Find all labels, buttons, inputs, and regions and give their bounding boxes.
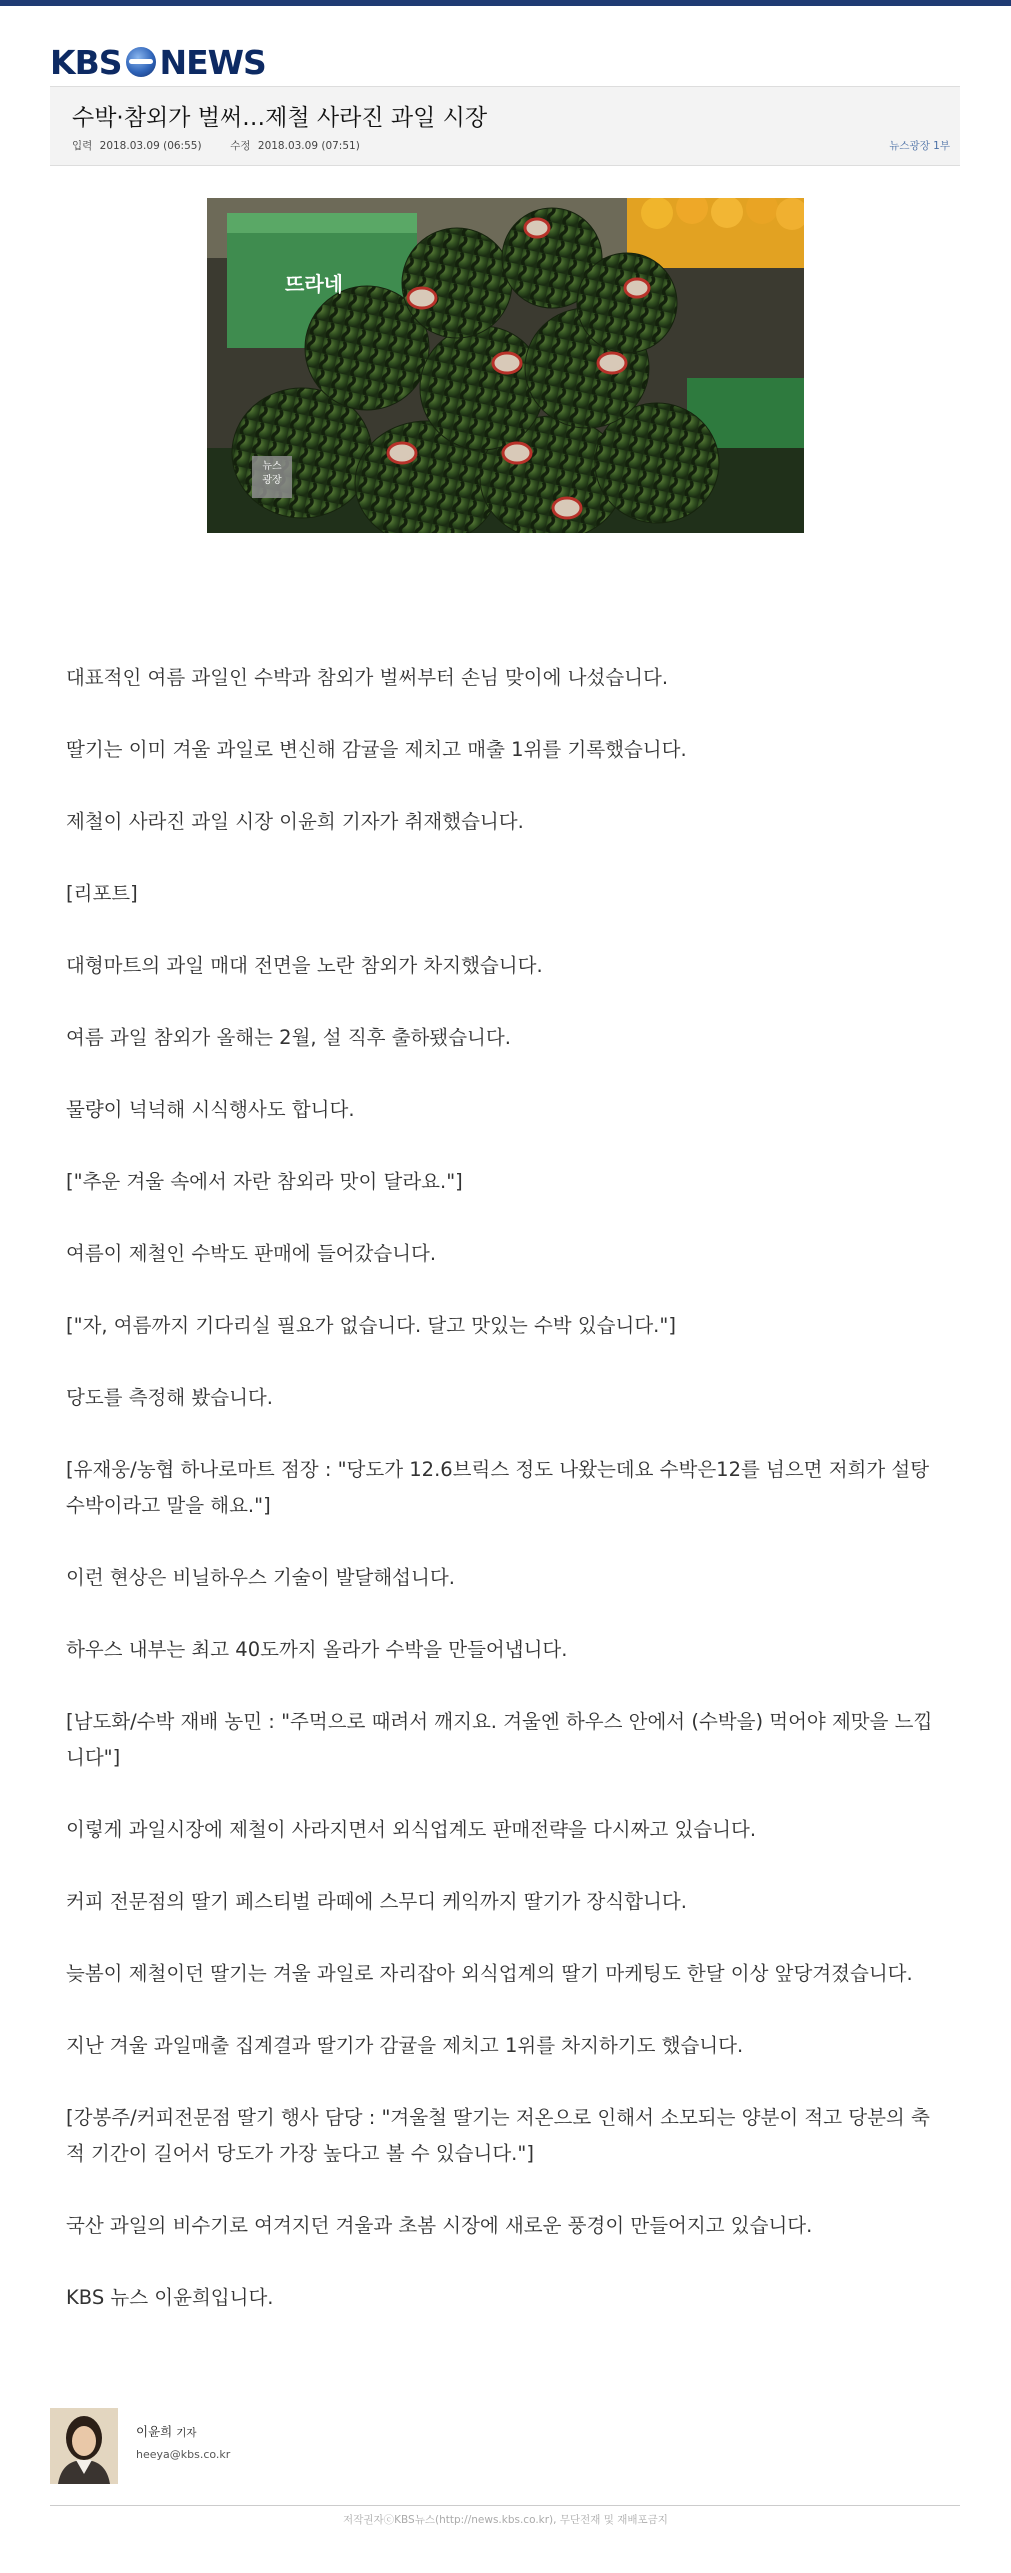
article-paragraph: 여름이 제철인 수박도 판매에 들어갔습니다. <box>66 1242 437 1265</box>
article-paragraph: [유재웅/농협 하나로마트 점장 : "당도가 12.6브릭스 정도 나왔는데요 수박은12를 넘으면 저희가 설탕 수박이라고 말을 해요."] <box>66 1458 930 1517</box>
reporter-name-line <box>136 2422 197 2440</box>
article-photo <box>207 198 804 533</box>
article-body <box>66 660 946 2352</box>
top-accent-bar <box>0 0 1011 6</box>
kbs-news-logo[interactable] <box>50 42 266 82</box>
article-paragraph: 여름 과일 참외가 올해는 2월, 설 직후 출하됐습니다. <box>66 1026 511 1049</box>
section-link[interactable]: 뉴스광장 1부 <box>889 140 950 152</box>
reporter-name: 이윤희 <box>136 2424 173 2439</box>
article-paragraph: [남도화/수박 재배 농민 : "주먹으로 때려서 깨지요. 겨울엔 하우스 안에서 (수박을) 먹어야 제맛을 느낍니다"] <box>66 1710 933 1769</box>
reporter-email[interactable]: heeya@kbs.co.kr <box>136 2448 231 2461</box>
article-paragraph: 제철이 사라진 과일 시장 이윤희 기자가 취재했습니다. <box>66 810 524 833</box>
reporter-avatar <box>50 2408 118 2484</box>
article-paragraph: [강봉주/커피전문점 딸기 행사 담당 : "겨울철 딸기는 저온으로 인해서 소모되는 양분이 적고 당분의 축적 기간이 길어서 당도가 가장 높다고 볼 수 있습니다."] <box>66 2106 930 2165</box>
input-label: 입력 <box>72 140 93 152</box>
article-paragraph: 이렇게 과일시장에 제철이 사라지면서 외식업계도 판매전략을 다시짜고 있습니다. <box>66 1818 757 1841</box>
article-header <box>50 86 960 166</box>
news-plaza-badge: 뉴스 광장 <box>262 461 282 486</box>
article-paragraph: 대표적인 여름 과일인 수박과 참외가 벌써부터 손님 맞이에 나섰습니다. <box>66 666 669 689</box>
article-paragraph: 늦봄이 제철이던 딸기는 겨울 과일로 자리잡아 외식업계의 딸기 마케팅도 한달 이상 앞당겨졌습니다. <box>66 1962 913 1985</box>
article-timestamps <box>72 138 364 153</box>
article-paragraph: 커피 전문점의 딸기 페스티벌 라떼에 스무디 케익까지 딸기가 장식합니다. <box>66 1890 687 1913</box>
article-paragraph: ["자, 여름까지 기다리실 필요가 없습니다. 달고 맛있는 수박 있습니다."] <box>66 1314 676 1337</box>
article-paragraph: KBS 뉴스 이윤희입니다. <box>66 2286 274 2309</box>
article-paragraph: 국산 과일의 비수기로 여겨지던 겨울과 초봄 시장에 새로운 풍경이 만들어지고 있습니다. <box>66 2214 813 2237</box>
copyright-notice: 저작권자ⓒKBS뉴스(http://news.kbs.co.kr), 무단전재 및 재배포금지 <box>343 2514 668 2526</box>
reporter-byline <box>50 2408 960 2488</box>
input-time: 2018.03.09 (06:55) <box>99 140 202 152</box>
footer-divider <box>50 2505 960 2506</box>
article-paragraph: ["추운 겨울 속에서 자란 참외라 맛이 달라요."] <box>66 1170 463 1193</box>
article-paragraph: 대형마트의 과일 매대 전면을 노란 참외가 차지했습니다. <box>66 954 543 977</box>
logo-news-text: NEWS <box>159 42 266 82</box>
article-paragraph: 하우스 내부는 최고 40도까지 올라가 수박을 만들어냅니다. <box>66 1638 568 1661</box>
reporter-title: 기자 <box>176 2427 197 2439</box>
article-title: 수박·참외가 벌써…제철 사라진 과일 시장 <box>72 105 488 131</box>
edit-label: 수정 <box>230 140 251 152</box>
photo-box-label: 뜨라네 <box>285 272 343 296</box>
article-paragraph: 물량이 넉넉해 시식행사도 합니다. <box>66 1098 355 1121</box>
article-paragraph: 지난 겨울 과일매출 집계결과 딸기가 감귤을 제치고 1위를 차지하기도 했습니다. <box>66 2034 744 2057</box>
article-paragraph: 이런 현상은 비닐하우스 기술이 발달해섭니다. <box>66 1566 455 1589</box>
edit-time: 2018.03.09 (07:51) <box>257 140 360 152</box>
article-paragraph: 당도를 측정해 봤습니다. <box>66 1386 273 1409</box>
article-paragraph: 딸기는 이미 겨울 과일로 변신해 감귤을 제치고 매출 1위를 기록했습니다. <box>66 738 687 761</box>
article-paragraph: [리포트] <box>66 882 138 905</box>
logo-globe-icon <box>126 47 156 77</box>
logo-kbs-text: KBS <box>50 42 122 82</box>
